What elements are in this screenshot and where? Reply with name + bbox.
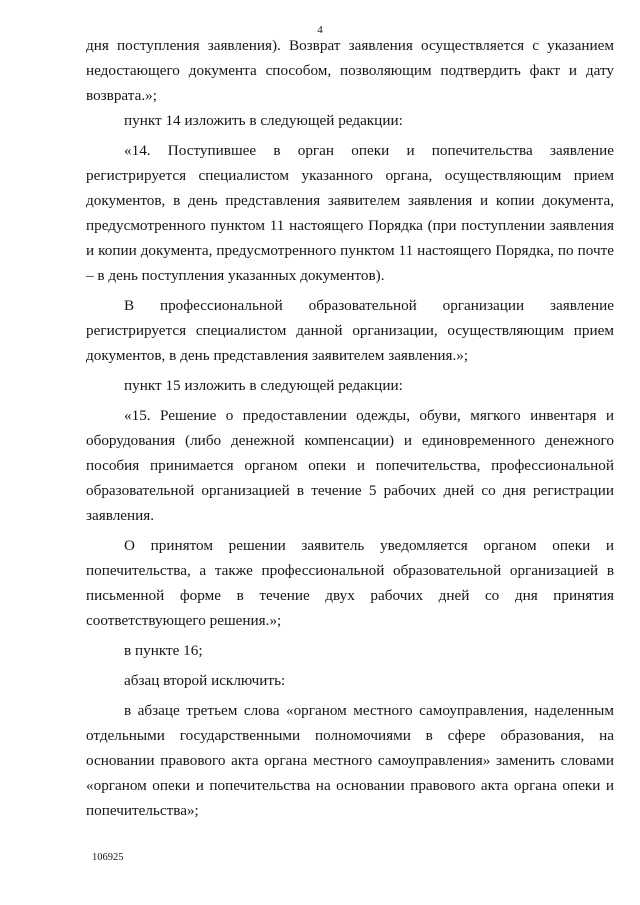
paragraph-5: пункт 15 изложить в следующей редакции:: [124, 377, 403, 394]
paragraph-8: в пункте 16;: [124, 642, 203, 659]
document-body: [86, 33, 614, 823]
paragraph-2: пункт 14 изложить в следующей редакции:: [124, 112, 403, 129]
document-code: 106925: [92, 852, 124, 863]
paragraph-10: в абзаце третьем слова «органом местного самоуправления, наделенным отдельными государственными полномочиями в сфере образования, на основании правового акта органа местного самоуправления» заменить словами «органом опеки и попечительства на основании правового акта органа опеки и попечительства»;: [86, 702, 614, 819]
paragraph-6: «15. Решение о предоставлении одежды, обуви, мягкого инвентаря и оборудования (либо денежной компенсации) и единовременного денежного пособия принимается органом опеки и попечительства, профессиональной образовательной организацией в течение 5 рабочих дней со дня регистрации заявления.: [86, 407, 614, 524]
paragraph-9: абзац второй исключить:: [124, 672, 286, 689]
paragraph-1: дня поступления заявления). Возврат заявления осуществляется с указанием недостающего документа способом, позволяющим подтвердить факт и дату возврата.»;: [86, 37, 614, 104]
paragraph-7: О принятом решении заявитель уведомляется органом опеки и попечительства, а также профессиональной образовательной организацией в письменной форме в течение двух рабочих дней со дня принятия соответствующего решения.»;: [86, 537, 614, 629]
paragraph-3: «14. Поступившее в орган опеки и попечительства заявление регистрируется специалистом указанного органа, осуществляющим прием документов, в день представления заявителем заявления и копии документа, предусмотренного пунктом 11 настоящего Порядка (при поступлении заявления и копии документа, предусмотренного пунктом 11 настоящего Порядка, по почте – в день поступления указанных документов).: [86, 142, 614, 284]
page-number: 4: [317, 24, 323, 36]
paragraph-4: В профессиональной образовательной организации заявление регистрируется специалистом данной организации, осуществляющим прием документов, в день представления заявителем заявления.»;: [86, 297, 614, 364]
